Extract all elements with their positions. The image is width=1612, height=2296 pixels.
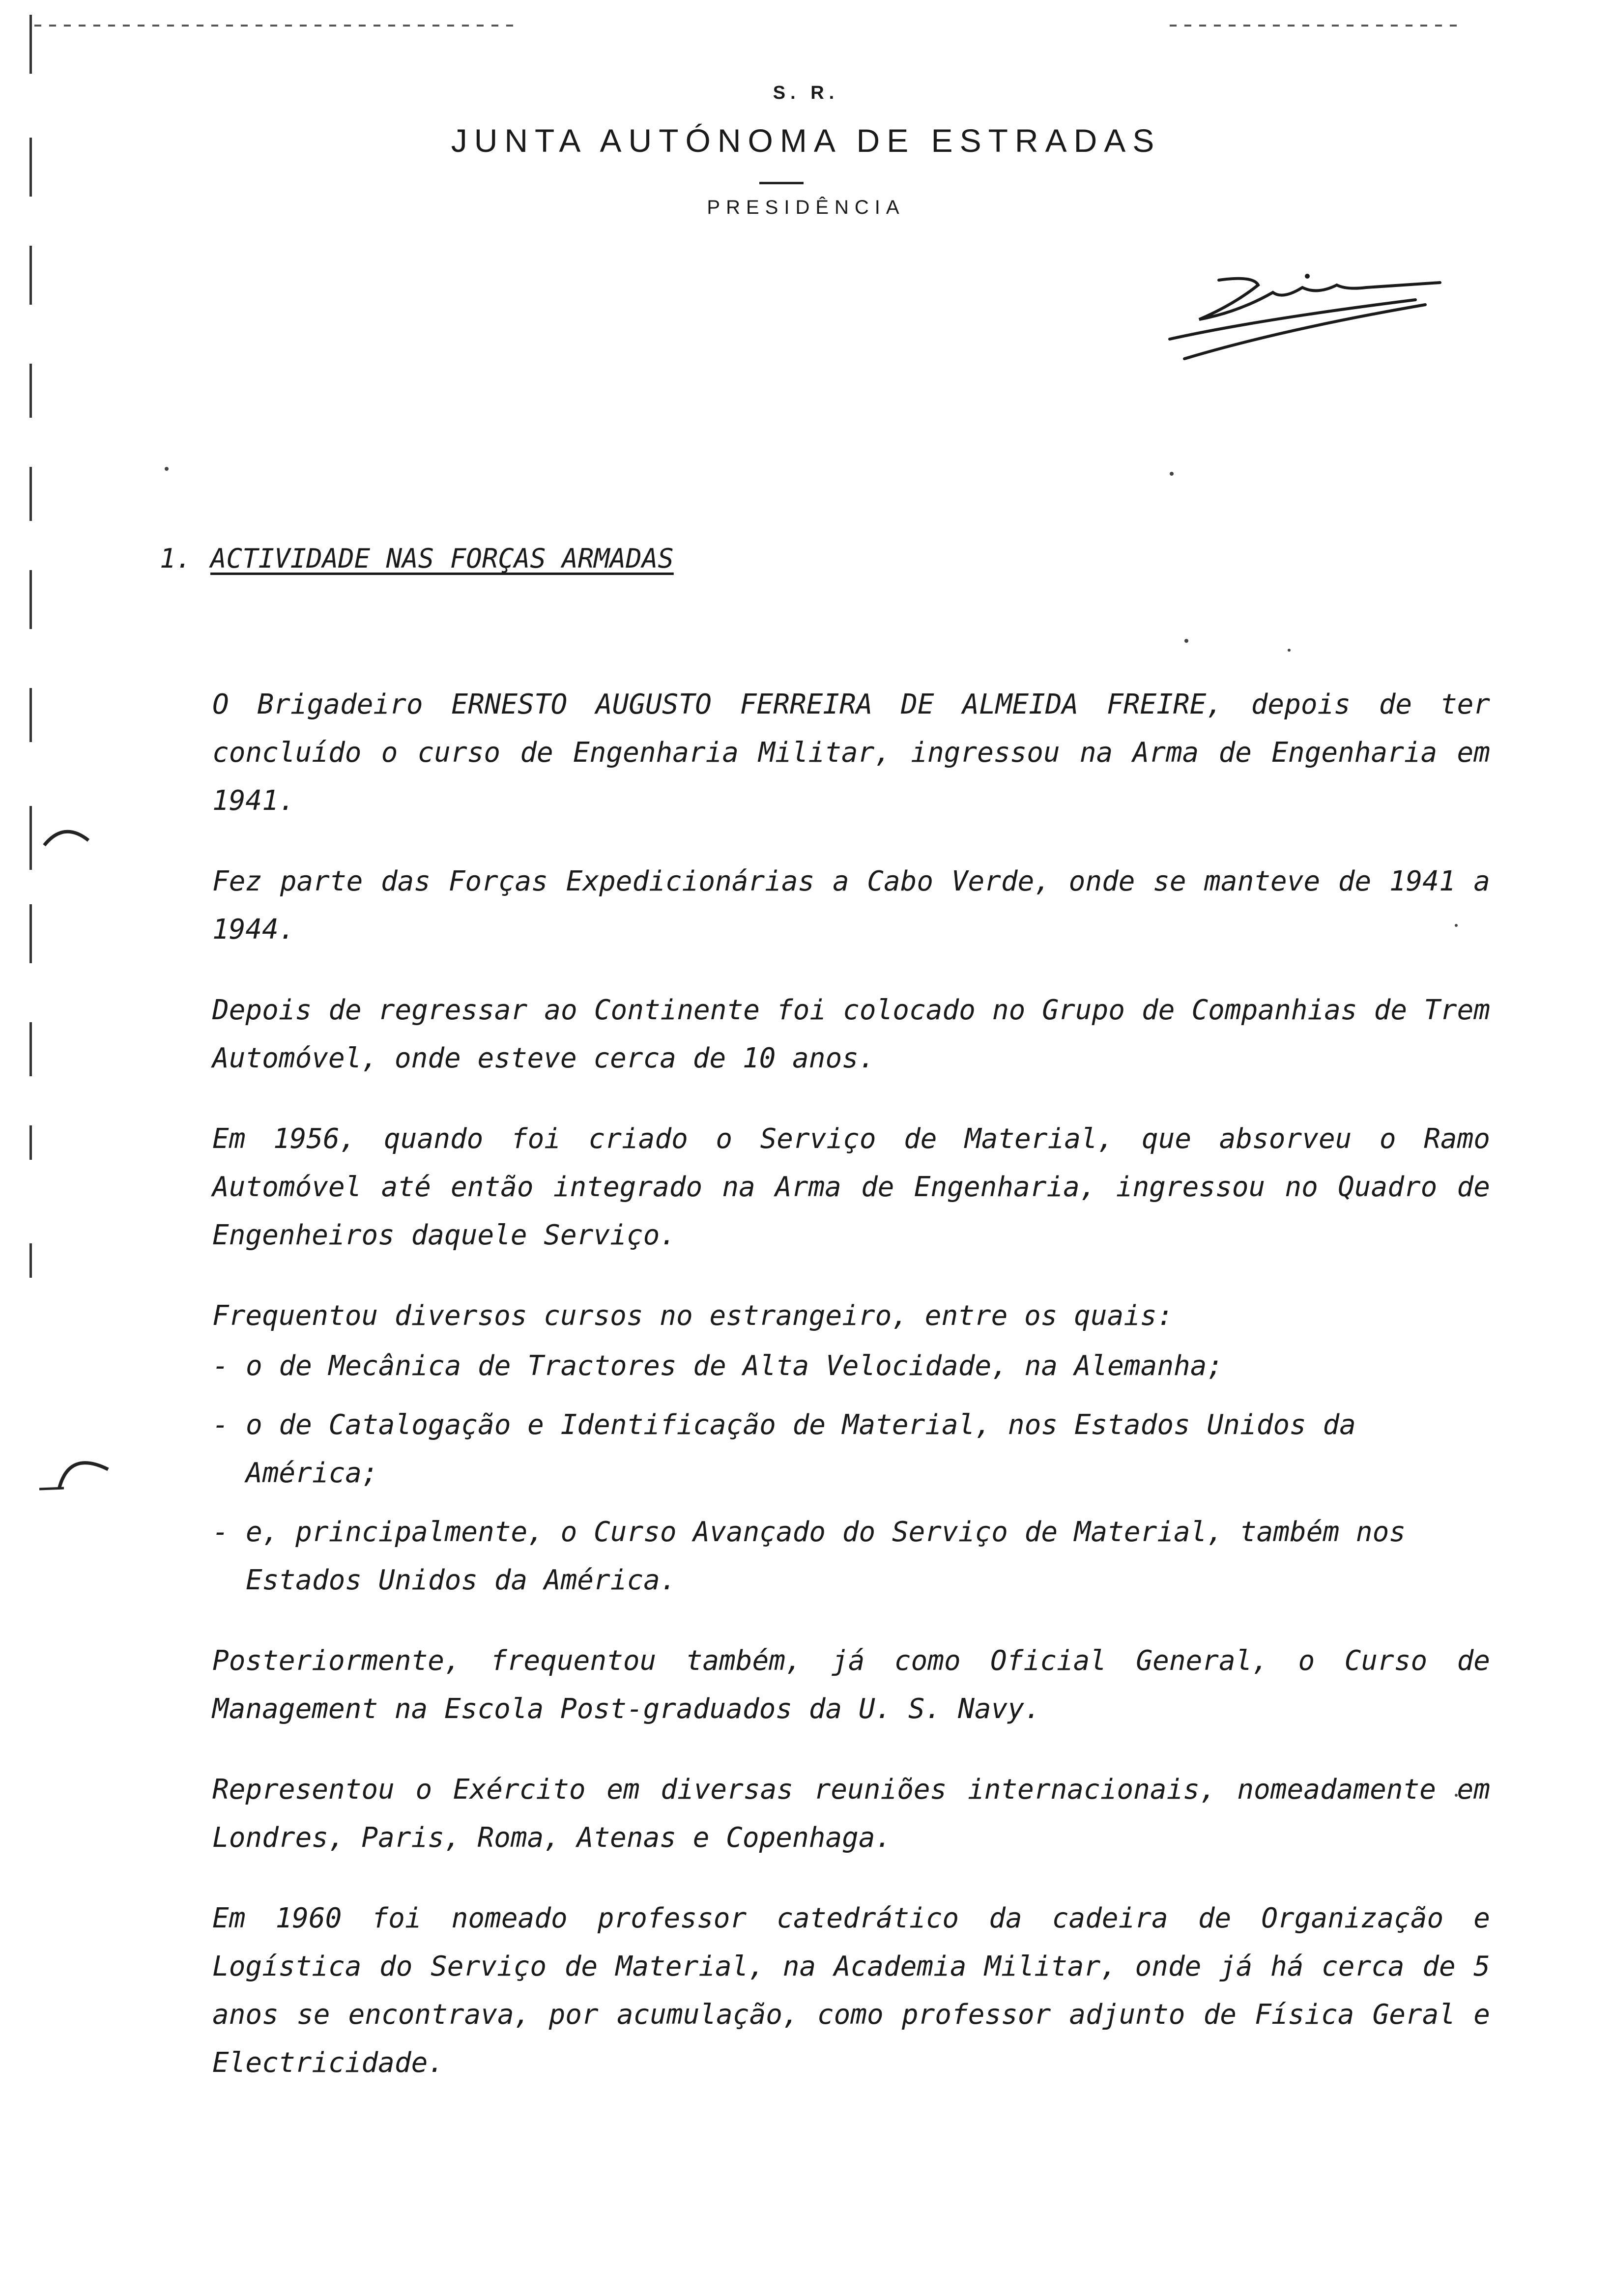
margin-mark — [29, 1125, 32, 1160]
margin-mark — [29, 467, 32, 521]
list-item-text: e, principalmente, o Curso Avançado do Serviço de Material, também nos Estados Unidos da América. — [246, 1516, 1406, 1596]
margin-mark — [29, 364, 32, 418]
punch-hole-mark — [34, 1440, 113, 1494]
margin-mark — [29, 688, 32, 742]
section-title — [160, 543, 674, 574]
paragraph: Depois de regressar ao Continente foi colocado no Grupo de Companhias de Trem Automóvel, onde esteve cerca de 10 anos. — [212, 994, 1490, 1074]
document-body — [212, 681, 1490, 2120]
speck — [1170, 472, 1174, 476]
margin-mark — [29, 1243, 32, 1278]
scan-noise-top-right — [1170, 25, 1465, 27]
paragraph: Frequentou diversos cursos no estrangeiro, entre os quais: — [212, 1300, 1174, 1332]
courses-list — [212, 1342, 1490, 1605]
paragraph: Representou o Exército em diversas reuniões internacionais, nomeadamente em Londres, Paris, Roma, Atenas e Copenhaga. — [212, 1774, 1490, 1854]
margin-mark — [29, 570, 32, 629]
section-number: 1. — [160, 543, 192, 574]
list-item-text: o de Mecânica de Tractores de Alta Velocidade, na Alemanha; — [246, 1350, 1224, 1382]
paragraph: Posteriormente, frequentou também, já como Oficial General, o Curso de Management na Escola Post-graduados da U. S. Navy. — [212, 1645, 1490, 1725]
letterhead-department: PRESIDÊNCIA — [707, 197, 905, 218]
margin-mark — [29, 806, 32, 870]
punch-hole-mark — [39, 816, 93, 855]
list-item — [212, 1508, 1490, 1605]
letterhead-organization: JUNTA AUTÓNOMA DE ESTRADAS — [451, 122, 1161, 159]
margin-mark — [29, 246, 32, 305]
paragraph: O Brigadeiro ERNESTO AUGUSTO FERREIRA DE ALMEIDA FREIRE, depois de ter concluído o curso de Engenharia Militar, ingressou na Arma de Engenharia em 1941. — [212, 689, 1490, 817]
paragraph: Fez parte das Forças Expedicionárias a Cabo Verde, onde se manteve de 1941 a 1944. — [212, 865, 1490, 946]
margin-mark — [29, 904, 32, 963]
list-marker: - — [212, 1409, 229, 1441]
list-marker: - — [212, 1350, 229, 1382]
letterhead-rule — [759, 182, 804, 184]
handwritten-signature — [1160, 265, 1445, 369]
list-marker: - — [212, 1516, 229, 1548]
margin-mark — [29, 1022, 32, 1076]
speck — [1184, 639, 1188, 643]
section-title-text: ACTIVIDADE NAS FORÇAS ARMADAS — [210, 543, 674, 574]
speck — [1288, 649, 1291, 652]
list-item — [212, 1401, 1490, 1497]
paragraph: Em 1960 foi nomeado professor catedrático da cadeira de Organização e Logística do Serviço de Material, na Academia Militar, onde já há cerca de 5 anos se encontrava, por acumulação, como professor adjunto de Física Geral e Electricidade. — [212, 1902, 1490, 2079]
list-item-text: o de Catalogação e Identificação de Material, nos Estados Unidos da América; — [246, 1409, 1356, 1489]
paragraph: Em 1956, quando foi criado o Serviço de Material, que absorveu o Ramo Automóvel até então integrado na Arma de Engenharia, ingressou no Quadro de Engenheiros daquele Serviço. — [212, 1123, 1490, 1251]
speck — [165, 467, 169, 471]
list-item — [212, 1342, 1490, 1390]
scan-noise-top-left — [34, 25, 516, 27]
margin-mark — [29, 15, 32, 74]
letterhead-sr: S. R. — [773, 83, 839, 103]
